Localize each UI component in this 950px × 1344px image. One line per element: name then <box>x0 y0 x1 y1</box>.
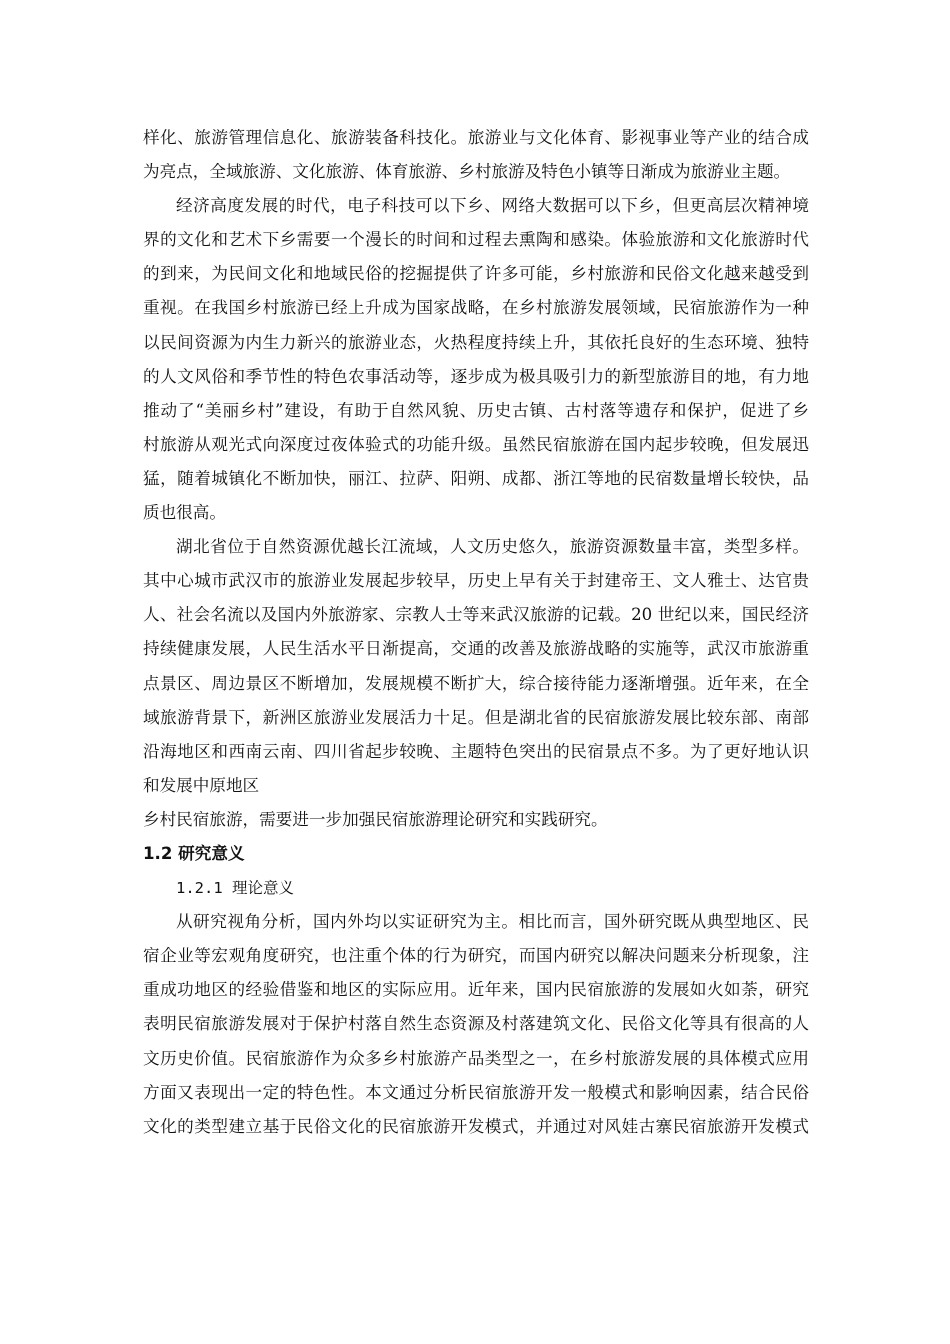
text-line: 从研究视角分析，国内外均以实证研究为主。相比而言，国外研究既从典型地区、民 <box>176 912 809 932</box>
text-line: 界的文化和艺术下乡需要一个漫长的时间和过程去熏陶和感染。体验旅游和文化旅游时代 <box>143 230 809 250</box>
text-line: 和发展中原地区 <box>143 775 260 795</box>
paragraph-1 <box>143 121 809 189</box>
text-line: 表明民宿旅游发展对于保护村落自然生态资源及村落建筑文化、民俗文化等具有很高的人 <box>143 1014 809 1034</box>
text-line: 的人文风俗和季节性的特色农事活动等，逐步成为极具吸引力的新型旅游目的地，有力地 <box>143 366 809 386</box>
text-line: 其中心城市武汉市的旅游业发展起步较早，历史上早有关于封建帝王、文人雅士、达官贵 <box>143 571 809 591</box>
paragraph-3 <box>143 530 809 837</box>
document-page <box>143 121 809 1144</box>
text-line: 文化的类型建立基于民俗文化的民宿旅游开发模式，并通过对风娃古寨民宿旅游开发模式 <box>143 1116 809 1136</box>
text-line: 湖北省位于自然资源优越长江流域，人文历史悠久，旅游资源数量丰富，类型多样。 <box>176 537 809 557</box>
paragraph-4 <box>143 905 809 1144</box>
text-line: 文历史价值。民宿旅游作为众多乡村旅游产品类型之一，在乡村旅游发展的具体模式应用 <box>143 1048 809 1068</box>
text-line: 样化、旅游管理信息化、旅游装备科技化。旅游业与文化体育、影视事业等产业的结合成 <box>143 128 809 147</box>
section-heading: 1.2 研究意义 <box>143 843 245 863</box>
text-line: 推动了“美丽乡村”建设，有助于自然风貌、历史古镇、古村落等遗存和保护，促进了乡 <box>143 400 809 420</box>
text-line: 域旅游背景下，新洲区旅游业发展活力十足。但是湖北省的民宿旅游发展比较东部、南部 <box>143 707 809 727</box>
paragraph-2 <box>143 189 809 530</box>
text-line: 猛，随着城镇化不断加快，丽江、拉萨、阳朔、成都、浙江等地的民宿数量增长较快，品 <box>143 468 809 488</box>
text-line: 点景区、周边景区不断增加，发展规模不断扩大，综合接待能力逐渐增强。近年来，在全 <box>143 673 809 693</box>
text-line: 宿企业等宏观角度研究，也注重个体的行为研究，而国内研究以解决问题来分析现象，注 <box>143 946 809 966</box>
subsection-heading: 1.2.1 理论意义 <box>176 879 294 898</box>
text-line: 为亮点，全域旅游、文化旅游、体育旅游、乡村旅游及特色小镇等日渐成为旅游业主题。 <box>143 162 791 182</box>
text-line: 的到来，为民间文化和地域民俗的挖掘提供了许多可能，乡村旅游和民俗文化越来越受到 <box>143 264 809 284</box>
text-line: 沿海地区和西南云南、四川省起步较晚、主题特色突出的民宿景点不多。为了更好地认识 <box>143 741 809 761</box>
text-line: 以民间资源为内生力新兴的旅游业态，火热程度持续上升，其依托良好的生态环境、独特 <box>143 332 809 352</box>
text-line: 乡村民宿旅游，需要进一步加强民宿旅游理论研究和实践研究。 <box>143 809 608 829</box>
text-line: 经济高度发展的时代，电子科技可以下乡、网络大数据可以下乡，但更高层次精神境 <box>176 196 809 216</box>
text-line: 村旅游从观光式向深度过夜体验式的功能升级。虽然民宿旅游在国内起步较晚，但发展迅 <box>143 434 809 454</box>
text-line: 质也很高。 <box>143 503 226 523</box>
text-line: 重成功地区的经验借鉴和地区的实际应用。近年来，国内民宿旅游的发展如火如荼，研究 <box>143 980 809 1000</box>
text-line: 重视。在我国乡村旅游已经上升成为国家战略，在乡村旅游发展领域，民宿旅游作为一种 <box>143 298 809 318</box>
text-line: 持续健康发展，人民生活水平日渐提高，交通的改善及旅游战略的实施等，武汉市旅游重 <box>143 639 809 659</box>
text-line: 人、社会名流以及国内外旅游家、宗教人士等来武汉旅游的记载。20 世纪以来，国民经济 <box>143 605 809 625</box>
text-line: 方面又表现出一定的特色性。本文通过分析民宿旅游开发一般模式和影响因素，结合民俗 <box>143 1082 809 1102</box>
